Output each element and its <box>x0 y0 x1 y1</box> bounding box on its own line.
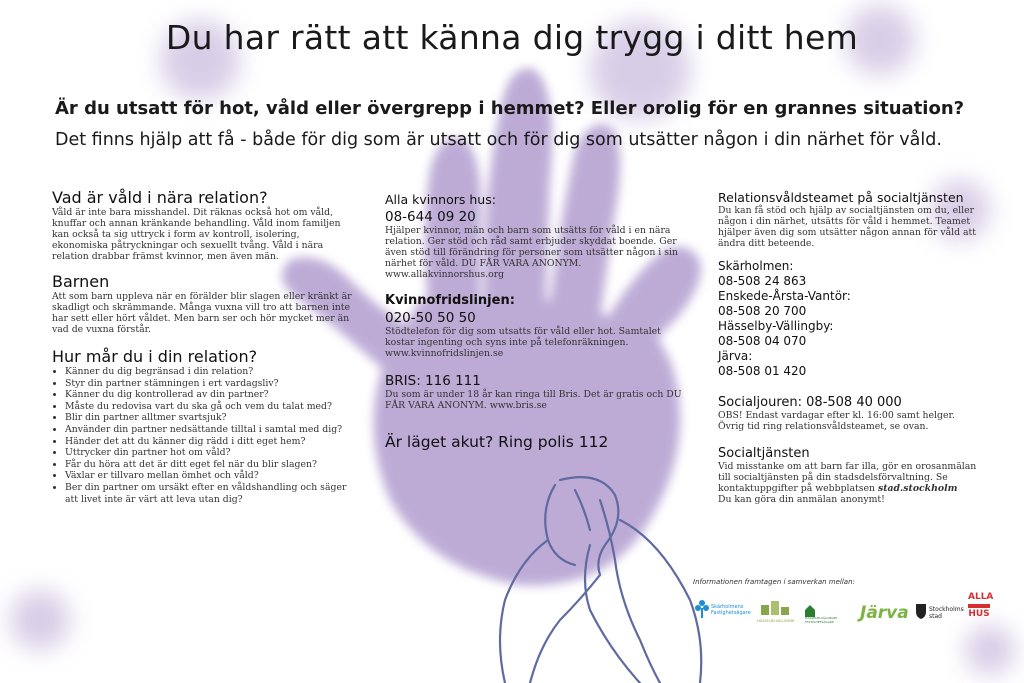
right-column <box>718 190 980 505</box>
section-heading-violence: Vad är våld i nära relation? <box>52 188 268 207</box>
logo-text: Skärholmens <box>711 604 744 610</box>
list-item: • Uttrycker din partner hot om våld? <box>65 447 352 459</box>
district-name: Hässelby-Vällingby: <box>718 319 834 333</box>
akh-phone[interactable]: 08-644 09 20 <box>385 209 476 225</box>
district-phone[interactable]: 08-508 20 700 <box>718 304 807 318</box>
socialtjansten-body <box>718 461 980 505</box>
list-item: • Växlar er tillvaro mellan ömhet och våld? <box>65 470 352 482</box>
district-phone[interactable]: 08-508 04 070 <box>718 334 807 348</box>
akh-body: Hjälper kvinnor, män och barn som utsätts för våld i en nära relation. Ger stöd och råd samt erbjuder skyddat boende. Ger även stöd till förändring för personer som utsätter någon i sin närhet för våld. DU FÅR VARA ANONYM. <box>385 225 678 269</box>
logo-text: ALLA <box>968 592 994 602</box>
district-name: Skärholmen: <box>718 259 794 273</box>
buildings-icon <box>757 601 801 615</box>
list-item: • Händer det att du känner dig rädd i ditt eget hem? <box>65 436 352 448</box>
logo-text: HÄSSELBY-VÄLLINGBY <box>805 616 838 620</box>
middle-column <box>385 192 685 451</box>
logo-stripe <box>968 604 990 608</box>
partner-info: Informationen framtagen i samverkan mellan: <box>693 578 855 586</box>
list-item: • Använder din partner nedsättande tilltal i samtal med dig? <box>65 424 352 436</box>
kfl-link[interactable]: www.kvinnofridslinjen.se <box>385 348 504 359</box>
list-item: • Blir din partner alltmer svartsjuk? <box>65 412 352 424</box>
logo-hasselby-fastighetsagare <box>805 602 855 624</box>
list-item: • Känner du dig kontrollerad av din partner? <box>65 389 352 401</box>
bris-heading: BRIS: 116 111 <box>385 373 481 389</box>
logo-jarva: Järva <box>860 603 909 623</box>
left-column <box>52 188 352 505</box>
logo-text: HUS <box>968 609 990 619</box>
akh-heading: Alla kvinnors hus: <box>385 192 496 207</box>
logo-skarholmens-fastighetsagare <box>695 598 753 626</box>
website-link[interactable]: stad.stockholm <box>878 483 958 494</box>
logo-text: Fastighetsägare <box>711 610 751 616</box>
logo-text: FASTIGHETSÄGARE <box>805 620 834 624</box>
crest-icon <box>915 603 927 619</box>
district-phone[interactable]: 08-508 24 863 <box>718 274 807 288</box>
bris-body: Du som är under 18 år kan ringa till Bris. Det är gratis och DU FÅR VARA ANONYM. www.bris.se <box>385 389 682 411</box>
akh-link[interactable]: www.allakvinnorshus.org <box>385 269 505 280</box>
socialtjansten-text: Vid misstanke om att barn far illa, gör en orosanmälan till socialtjänsten på din stadsdelsförvaltning. Se kontaktuppgifter på webbplatsen <box>718 461 977 494</box>
logo-alla-kvinnors-hus <box>968 592 994 620</box>
district-phone[interactable]: 08-508 01 420 <box>718 364 807 378</box>
list-item: • Styr din partner stämningen i ert vardagsliv? <box>65 378 352 390</box>
list-item: • Får du höra att det är ditt eget fel när du blir slagen? <box>65 459 352 471</box>
logo-text: Stockholms <box>929 606 964 613</box>
district-list <box>718 259 980 379</box>
section-heading-children: Barnen <box>52 272 110 291</box>
list-item: • Ber din partner om ursäkt efter en våldshandling och säger att livet inte är värt att leva utan dig? <box>65 482 352 505</box>
kfl-body: Stödtelefon för dig som utsatts för våld eller hot. Samtalet kostar ingenting och syns inte på telefonräkningen. <box>385 326 661 348</box>
district-name: Enskede-Årsta-Vantör: <box>718 289 851 303</box>
flower-icon <box>695 598 709 618</box>
list-item: • Måste du redovisa vart du ska gå och vem du talat med? <box>65 401 352 413</box>
socialjouren-heading: Socialjouren: 08-508 40 000 <box>718 395 902 410</box>
rvt-body: Du kan få stöd och hjälp av socialtjänsten om du, eller någon i din närhet, utsätts för våld i hemmet. Teamet hjälper även dig som utsätter någon annan för våld att ändra ditt beteende. <box>718 205 977 249</box>
anonymous-note: Du kan göra din anmälan anonymt! <box>718 494 885 505</box>
subtitle-question: Är du utsatt för hot, våld eller övergrepp i hemmet? Eller orolig för en grannes situation? <box>55 98 965 119</box>
district-name: Järva: <box>718 349 753 363</box>
emergency-notice: Är läget akut? Ring polis 112 <box>385 433 609 451</box>
page-title: Du har rätt att känna dig trygg i ditt hem <box>165 18 859 57</box>
section-heading-relationship: Hur mår du i din relation? <box>52 347 258 366</box>
rvt-heading: Relationsvåldsteamet på socialtjänsten <box>718 190 964 205</box>
section-body-violence: Våld är inte bara misshandel. Dit räknas också hot om våld, knuffar och annan kränkande behandling. Våld inom familjen kan också ta sig uttryck i form av kontroll, isolering, ekonomiska påtryckningar och sexuellt tvång. Våld i nära relation drabbar främst kvinnor, men även män. <box>52 207 341 262</box>
logo-text: HÄSSELBY-VÄLLINGBY <box>757 619 795 623</box>
list-item: • Känner du dig begränsad i din relation? <box>65 366 352 378</box>
checklist <box>52 366 352 505</box>
socialtjansten-heading: Socialtjänsten <box>718 446 810 461</box>
logo-text: stad <box>929 613 942 620</box>
socialjouren-body: OBS! Endast vardagar efter kl. 16:00 samt helger. Övrig tid ring relationsvåldsteamet, se ovan. <box>718 410 955 432</box>
kfl-heading: Kvinnofridslinjen: <box>385 293 515 308</box>
logo-hasselby-vallingby <box>757 600 801 624</box>
subtitle-help: Det finns hjälp att få - både för dig som är utsatt och för dig som utsätter någon i din närhet för våld. <box>55 130 942 150</box>
section-body-children: Att som barn uppleva när en förälder blir slagen eller kränkt är skadligt och skrämmande. Många vuxna vill tro att barnen inte har sett eller hört våldet. Men barn ser och hör mycket mer än vad de vuxna förstår. <box>52 291 352 335</box>
kfl-phone[interactable]: 020-50 50 50 <box>385 310 476 326</box>
logo-stockholms-stad <box>915 603 965 627</box>
